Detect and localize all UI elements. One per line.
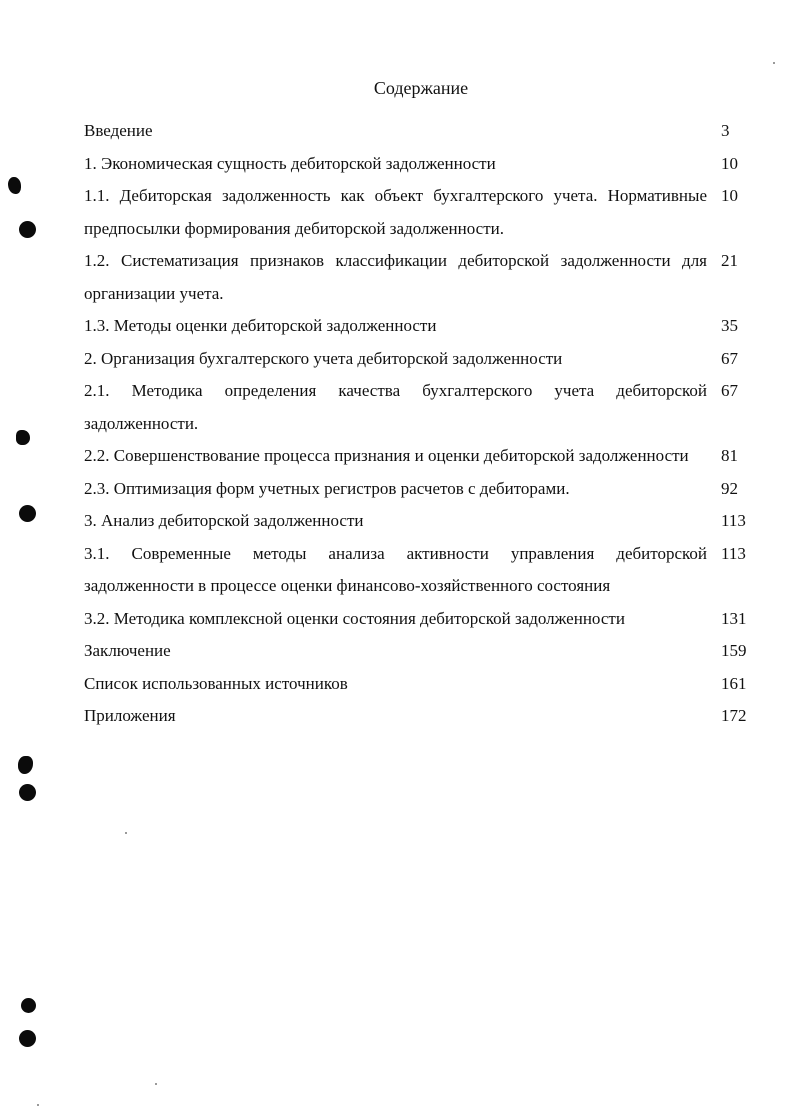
toc-entry-text: 1.2. Систематизация признаков классификации дебиторской задолженности для организации учета. [84, 251, 707, 303]
toc-entry-page: 131 [721, 608, 747, 628]
toc-entry [84, 538, 752, 603]
toc-entry-text: Заключение [84, 641, 171, 660]
toc-entry-text: 3. Анализ дебиторской задолженности [84, 511, 364, 530]
toc-entry-text: 2.2. Совершенствование процесса признания и оценки дебиторской задолженности [84, 446, 689, 465]
toc-entry-page: 172 [721, 706, 747, 725]
toc-entry-text: Введение [84, 121, 153, 140]
toc-entry-page: 113 [721, 543, 746, 563]
toc-entry-page: 67 [721, 381, 738, 400]
toc-entry-page: 159 [721, 641, 747, 660]
toc-entry-text: 1.3. Методы оценки дебиторской задолженности [84, 316, 437, 335]
scan-speck [125, 832, 127, 834]
toc-entry-text: Приложения [84, 706, 176, 725]
scan-speck [155, 1083, 157, 1085]
toc-entry-page: 10 [721, 153, 738, 173]
scan-blotch [18, 756, 33, 774]
toc-entry-text: 2.3. Оптимизация форм учетных регистров расчетов с дебиторами. [84, 478, 570, 498]
toc-entry [84, 440, 752, 473]
toc-entry-text: 2. Организация бухгалтерского учета дебиторской задолженности [84, 348, 563, 368]
punch-hole [19, 1030, 36, 1047]
toc-entry-page: 10 [721, 186, 738, 205]
toc-entry [84, 473, 752, 506]
toc-entry [84, 180, 752, 245]
toc-entry [84, 310, 752, 343]
scan-speck [37, 1104, 39, 1106]
toc-entry-text: 3.1. Современные методы анализа активности управления дебиторской задолженности в процессе оценки финансово-хозяйственного состояния [84, 543, 707, 595]
toc-title: Содержание [373, 78, 469, 98]
punch-hole [19, 784, 36, 801]
toc-entry [84, 668, 752, 701]
punch-hole [19, 505, 36, 522]
toc-entry-page: 161 [721, 673, 747, 693]
toc-entry-page: 3 [721, 121, 730, 140]
toc-entry-page: 81 [721, 446, 738, 465]
toc-entry [84, 115, 752, 148]
table-of-contents [84, 115, 752, 733]
toc-entry [84, 603, 752, 636]
toc-entry-page: 113 [721, 511, 746, 530]
punch-hole [21, 998, 36, 1013]
scan-blotch [16, 430, 30, 445]
toc-entry-text: 3.2. Методика комплексной оценки состояния дебиторской задолженности [84, 608, 625, 628]
toc-entry-page: 35 [721, 316, 738, 335]
toc-entry-page: 92 [721, 478, 738, 498]
toc-entry-text: 1. Экономическая сущность дебиторской задолженности [84, 153, 496, 173]
scan-blotch [8, 177, 21, 194]
toc-entry-page: 67 [721, 348, 738, 368]
toc-entry-page: 21 [721, 251, 738, 270]
toc-entry-text: 1.1. Дебиторская задолженность как объект бухгалтерского учета. Нормативные предпосылки формирования дебиторской задолженности. [84, 186, 707, 238]
toc-entry [84, 505, 752, 538]
toc-entry-text: 2.1. Методика определения качества бухгалтерского учета дебиторской задолженности. [84, 381, 707, 433]
toc-entry [84, 635, 752, 668]
toc-entry [84, 375, 752, 440]
toc-entry [84, 700, 752, 733]
scan-speck [773, 62, 775, 64]
toc-entry [84, 148, 752, 181]
punch-hole [19, 221, 36, 238]
toc-entry [84, 343, 752, 376]
toc-entry-text: Список использованных источников [84, 673, 348, 693]
toc-entry [84, 245, 752, 310]
